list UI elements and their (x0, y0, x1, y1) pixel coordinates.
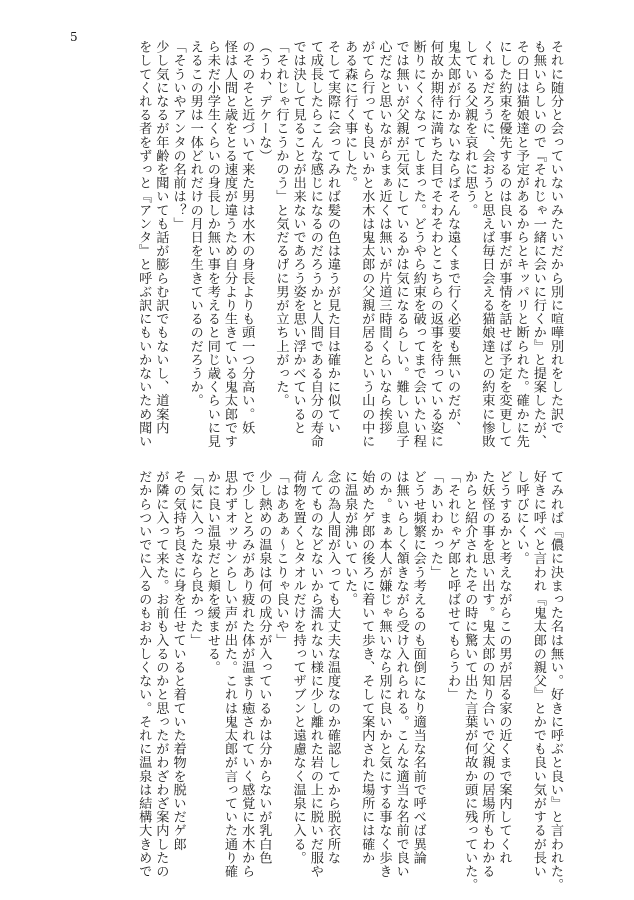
text-line: で少しとろみがあり疲れた体が温まり癒されていく感覚に水木から (239, 470, 255, 878)
text-line: 心だなと思いながらまぁ近くは無いが片道三時間くらいなら挨拶 (376, 40, 392, 435)
text-line: にした約束を優先するのは良い事だが事情を話せば予定を変更して (496, 40, 512, 448)
text-line: （うわ、デケーな） (256, 40, 272, 163)
text-line: その気持ち良さに身を任せていると着ていた着物を脱いだゲ郎 (170, 470, 186, 851)
text-line: からと紹介されたその時に驚いて出た言葉が何故か頭に残っていた。 (462, 470, 478, 892)
text-line: 「気に入ったなら良かった」 (187, 470, 203, 647)
text-line: てみれば『儂に決まった名は無い。好きに呼ぶと良い』と言われた。 (548, 470, 563, 892)
text-line: に温泉が沸いていた。 (342, 470, 358, 606)
lower-text-block (97, 470, 564, 892)
text-line: 断りにくくなってしまった。どうやら約束を破ってまで会いたい程 (410, 40, 426, 448)
text-line: えるこの男は一体どれだけの月日を生きているのだろうか。 (187, 40, 203, 408)
text-line: は無いらしく頷きながら受け入れられる。こんな適当な名前で良い (393, 470, 409, 878)
text-line: 荷物を置くとタオルだけを持ってザブンと遠慮なく温泉に入る。 (290, 470, 306, 865)
text-line: その日は猫娘達と予定があるからとキッパリと断られた。確かに先 (513, 40, 529, 448)
text-line: し呼びにくい。 (513, 470, 529, 566)
text-line: のか。まぁ本人が嫌じゃ無いなら別に良いかと気にする事なく歩き (376, 470, 392, 878)
text-line: 思わずオッサンらしい声が出た。これは鬼太郎が言っていた通り確 (222, 470, 238, 878)
text-line: 念の為人間が入っても大丈夫な温度なのか確認してから脱衣所な (324, 470, 340, 865)
text-line: くれるだろうに、会おうと思えば毎日会える猫娘達との約束に惨敗 (479, 40, 495, 448)
text-line: どうするかと考えながらこの男が居る家の近くまで案内してくれ (496, 470, 512, 865)
text-line: た妖怪の事を思い出す。鬼太郎の知り合いで父親の居場所もわかる (479, 470, 495, 878)
text-line: ら未だ小学生くらいの身長しか無い事を考えると同じ歳くらいに見 (204, 40, 220, 448)
text-line: をしてくれる者をずっと『アンタ』と呼ぶ訳にもいかないため聞い (136, 40, 152, 448)
text-line: 少し気になるが年齢を聞いても話が膨らむ訳でもないし、道案内 (153, 40, 169, 435)
page-number: 5 (70, 30, 78, 44)
text-line: 「そういやアンタの名前は？」 (170, 40, 186, 231)
text-line: 「それじゃ行こうかのう」と気だるげに男が立ち上がった。 (273, 40, 289, 408)
text-line: 「はああぁ〜こりゃ良いや」 (273, 470, 289, 647)
text-line: だからついでに入るのもおかしくない。それに温泉は結構大きめで (136, 470, 152, 878)
text-line: どうせ頻繁に会う考えるのも面倒になり適当な名前で呼べば異論 (410, 470, 426, 865)
text-line: 何故か期待に満ちた目でそわそわとこちらの返事を待っている姿に (427, 40, 443, 448)
text-line: がてら行っても良いかと水木は鬼太郎の父親が居るという山の中に (359, 40, 375, 448)
text-line: が隣に入って来た。お前も入るのかと思ったがわざわざ案内したの (153, 470, 169, 878)
text-line: も無いらしいので『それじゃ一緒に会いに行くか』と提案したが、 (530, 40, 546, 448)
text-line: している父親を哀れに思う。 (462, 40, 478, 217)
upper-text-block (97, 40, 564, 450)
text-line: 鬼太郎が行かないならばそんな遠くまで行く必要も無いのだが、 (445, 40, 461, 435)
text-line: では決して見ることが出来ないであろう姿を思い浮かべていると (290, 40, 306, 435)
text-line: では無いが父親が元気にしているかは気になるらしい。難しい息子 (393, 40, 409, 448)
text-line: 始めたゲ郎の後ろに着いて歩き、そして案内された場所には確か (359, 470, 375, 865)
text-line: て成長したらこんな感じになるのだろうかと人間である自分の寿命 (307, 40, 323, 448)
text-line: のそのそと近づいて来た男は水木の身長よりも頭一つ分高い。妖 (239, 40, 255, 435)
text-line: それに随分と会っていないみたいだから別に喧嘩別れをした訳で (548, 40, 563, 435)
text-line: 少し熱めの温泉は何の成分が入っているかは分からないが乳白色 (256, 470, 272, 865)
text-line: かに良い温泉だと頬を緩ませる。 (204, 470, 220, 674)
text-line: 好きに呼べと言われ『鬼太郎の親父』とかでも良い気がするが長い (530, 470, 546, 878)
text-line: んてものなどないから濡れない様に少し離れた岩の上に脱いだ服や (307, 470, 323, 878)
text-line: 怪は人間と歳をとる速度が違うため自分より生きている鬼太郎です (222, 40, 238, 448)
text-line: ある森に行く事にした。 (342, 40, 358, 190)
text-line: そして実際に会ってみれば髪の色は違うが見た目は確かに似てい (324, 40, 340, 435)
text-line: 「あいわかった」 (427, 470, 443, 579)
text-line: 「それじゃゲ郎と呼ばせてもらうわ」 (445, 470, 461, 702)
